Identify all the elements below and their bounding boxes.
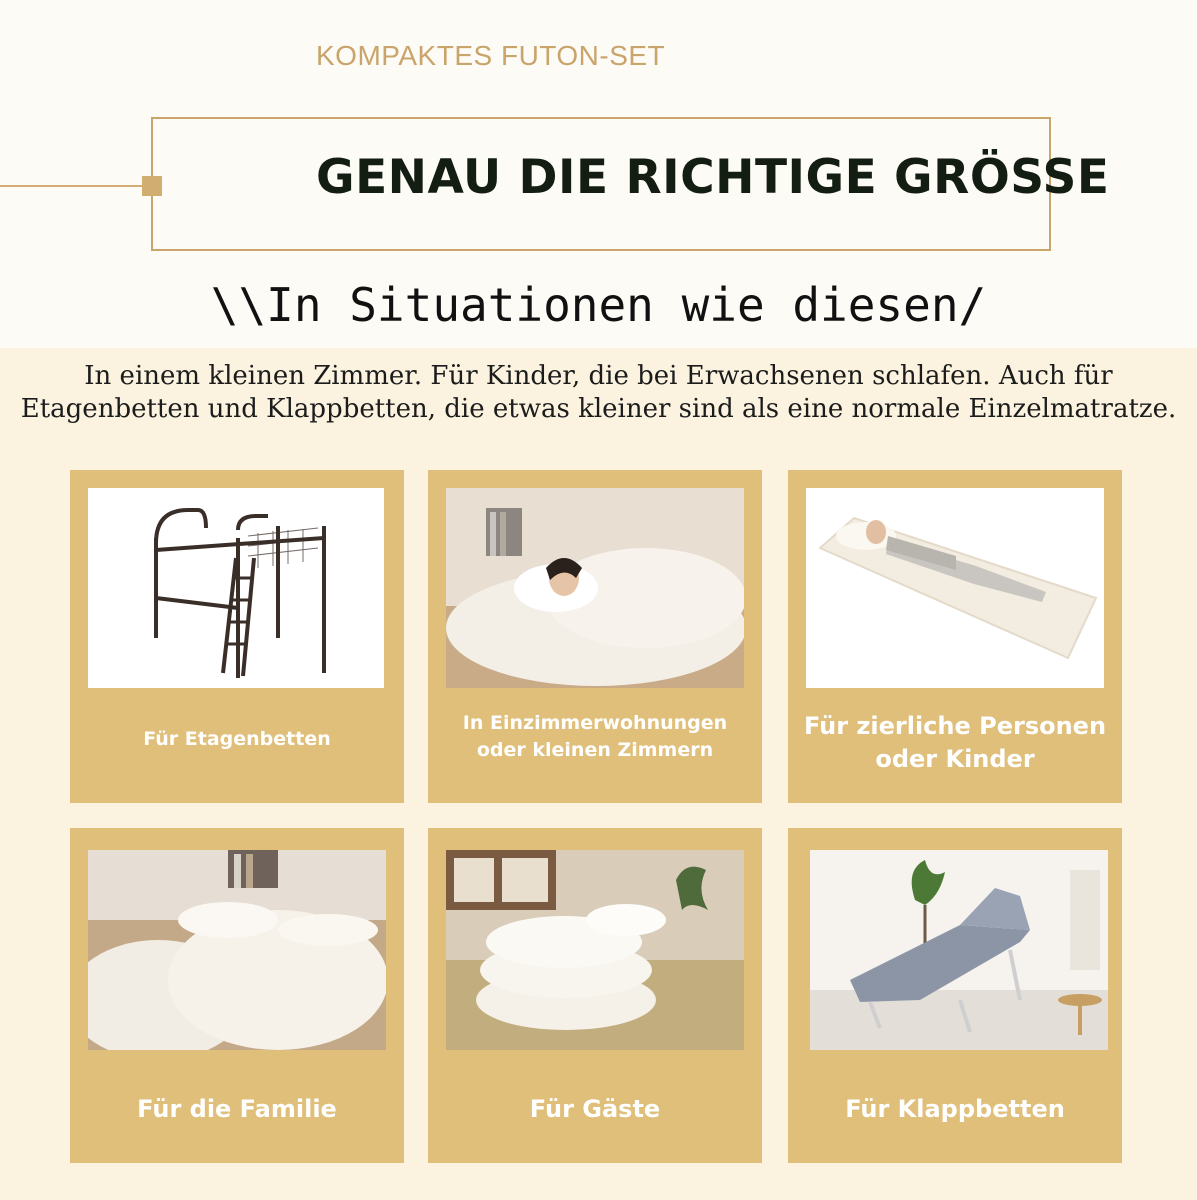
decorative-square: [142, 176, 162, 196]
card-small-rooms: [428, 470, 762, 803]
header-section: [0, 0, 1197, 348]
sleeping-woman-image: [446, 488, 744, 688]
card-label: In Einzimmerwohnungen oder kleinen Zimmern: [462, 712, 728, 761]
card-folding-beds: [788, 828, 1122, 1163]
card-family: [70, 828, 404, 1163]
card-guests: [428, 828, 762, 1163]
description-text: In einem kleinen Zimmer. Für Kinder, die bei Erwachsenen schlafen. Auch für Etagenbetten und Klappbetten, die etwas kleiner sind als eine normale Einzelmatratze.: [20, 361, 1177, 424]
folding-bed-image: [810, 850, 1108, 1050]
bunk-bed-image: [88, 488, 384, 688]
card-petite-persons: [788, 470, 1122, 803]
decorative-line: [0, 185, 142, 187]
page-title: GENAU DIE RICHTIGE GRÖSSE: [316, 150, 1110, 205]
subheadline: \\In Situationen wie diesen/: [210, 278, 987, 332]
card-label: Für Gäste: [529, 1095, 661, 1123]
card-label: Für Etagenbetten: [143, 728, 331, 750]
card-label: Für zierliche Personen oder Kinder: [803, 712, 1107, 773]
card-label: Für die Familie: [137, 1095, 337, 1123]
card-bunk-beds: [70, 470, 404, 803]
card-label: Für Klappbetten: [845, 1095, 1065, 1123]
kicker-text: KOMPAKTES FUTON-SET: [316, 40, 666, 71]
family-futons-image: [88, 850, 386, 1050]
person-on-futon-image: [806, 488, 1104, 688]
folded-futons-image: [446, 850, 744, 1050]
